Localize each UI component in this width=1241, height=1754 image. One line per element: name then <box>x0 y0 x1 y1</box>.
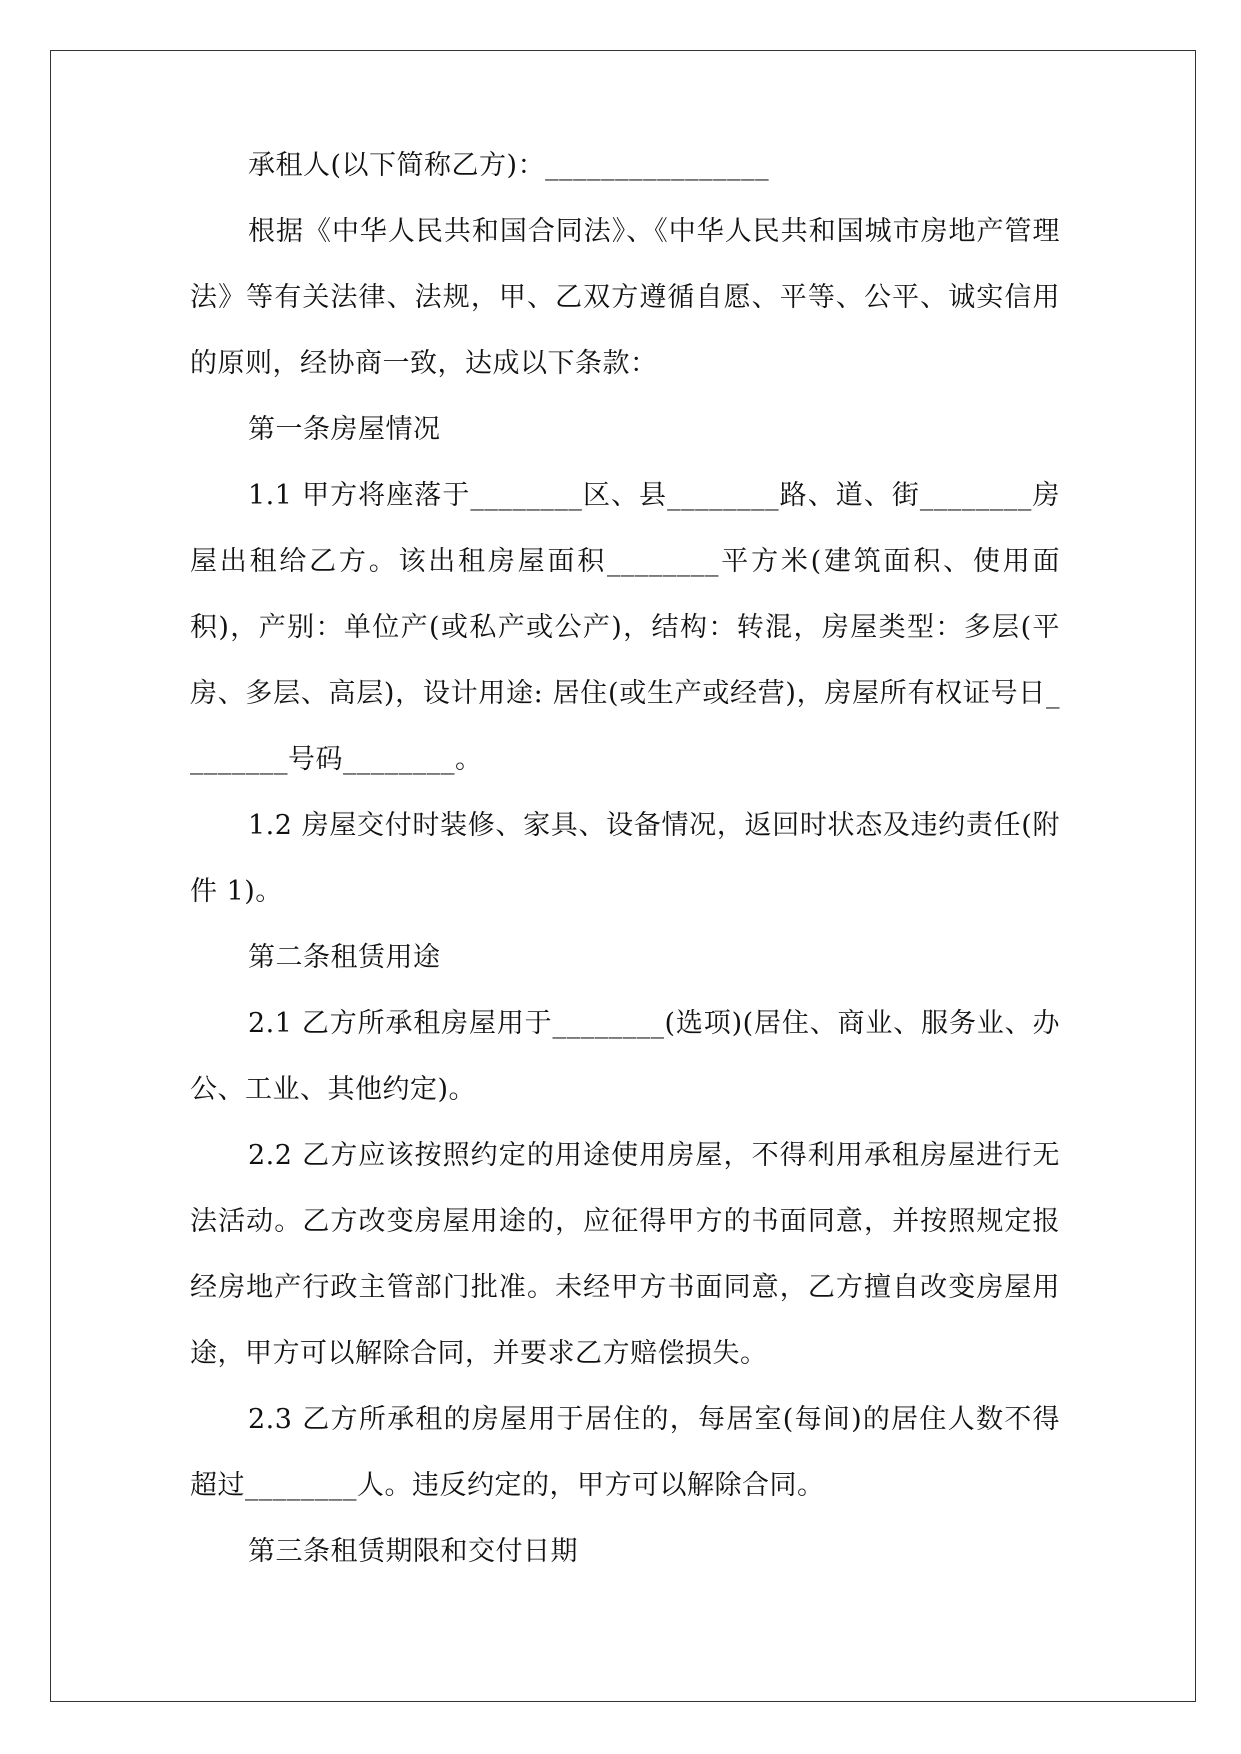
clause-1-1: 1.1 甲方将座落于________区、县________路、道、街________房屋出租给乙方。该出租房屋面积________平方米(建筑面积、使用面积)，产别：单位产(或私产或公产)，结构：转混，房屋类型：多层(平房、多层、高层)，设计用途: 居住(或生产或经营)，房屋所有权证号日________号码________。 <box>190 480 1060 775</box>
lessee-line: 承租人(以下简称乙方)：________________ <box>248 150 770 181</box>
clause-1-2: 1.2 房屋交付时装修、家具、设备情况，返回时状态及违约责任(附件 1)。 <box>190 810 1060 907</box>
document-body <box>190 0 1060 1585</box>
article-2-heading: 第二条租赁用途 <box>248 942 441 973</box>
clause-2-2: 2.2 乙方应该按照约定的用途使用房屋，不得利用承租房屋进行无法活动。乙方改变房屋用途的，应征得甲方的书面同意，并按照规定报经房地产行政主管部门批准。未经甲方书面同意，乙方擅自改变房屋用途，甲方可以解除合同，并要求乙方赔偿损失。 <box>190 1140 1060 1369</box>
preamble-paragraph: 根据《中华人民共和国合同法》、《中华人民共和国城市房地产管理法》等有关法律、法规，甲、乙双方遵循自愿、平等、公平、诚实信用的原则，经协商一致，达成以下条款： <box>190 216 1060 379</box>
clause-2-1: 2.1 乙方所承租房屋用于________(选项)(居住、商业、服务业、办公、工业、其他约定)。 <box>190 1008 1060 1105</box>
article-3-heading: 第三条租赁期限和交付日期 <box>248 1536 578 1567</box>
clause-2-3: 2.3 乙方所承租的房屋用于居住的，每居室(每间)的居住人数不得超过________人。违反约定的，甲方可以解除合同。 <box>190 1404 1060 1501</box>
article-1-heading: 第一条房屋情况 <box>248 414 441 445</box>
